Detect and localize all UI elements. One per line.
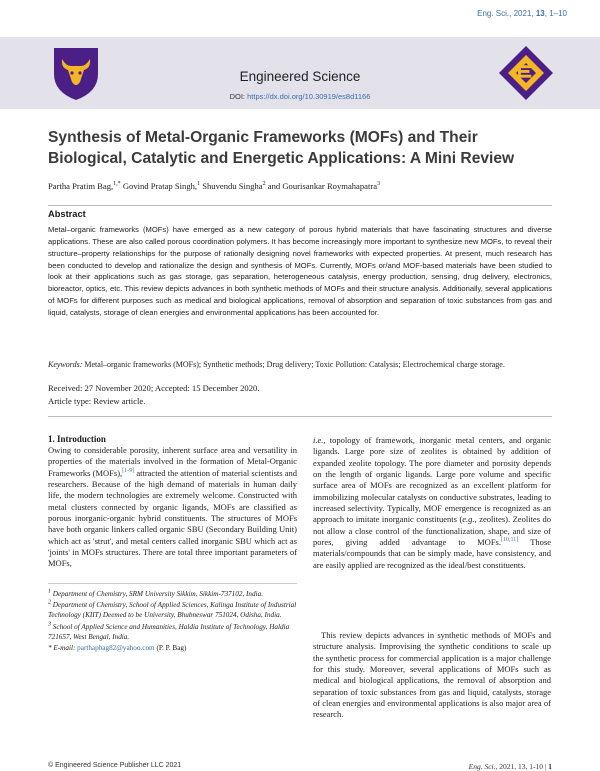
- intro-text-2a: , topology of framework, inorganic metal centers, and organic ligands. Large pore size of zeolites is obtained by addition of expanded zeolite topology. The pore diameter and porosity depends on the length of organic ligands. Large pore volume and specific surface area of MOFs are recognized as an excellent platform for immobilizing molecular catalysts on conductive substrates, leading to increased selectivity. Typically, MOF emergence is recognized as an approach to imitate inorganic constituents (: [313, 435, 551, 525]
- author-1: Partha Pratim Bag,: [48, 181, 114, 191]
- page-number: 1: [548, 762, 552, 771]
- author-2-affil: 1: [197, 181, 201, 188]
- footnote-text: Department of Chemistry, SRM University Sikkim, Sikkim-737102, India.: [51, 590, 263, 598]
- keywords-label: Keywords:: [48, 360, 83, 369]
- intro-column-1: [48, 445, 297, 570]
- footnote-text: Department of Chemistry, School of Applied Sciences, Kalinga Institute of Industrial Technology (KIIT) Deemed to be University, Bhubneswar 751024, Odisha, India.: [48, 601, 297, 620]
- footnote-text: School of Applied Science and Humanities, Haldia Institute of Technology, Haldia 721657, West Bengal, India.: [48, 622, 290, 641]
- intro-text-eg: e.g.: [462, 514, 475, 525]
- doi-link[interactable]: https://dx.doi.org/10.30919/es8d1166: [247, 92, 371, 101]
- author-list: [48, 181, 558, 191]
- email-footnote: [48, 643, 297, 653]
- footnote-3: [48, 622, 297, 642]
- keywords: [48, 360, 552, 370]
- footer-journal: Eng. Sci.,: [468, 762, 498, 771]
- author-2: Govind Pratap Singh,: [120, 181, 198, 191]
- intro-text-ie: i.e.: [313, 435, 324, 445]
- author-3: Shuvendu Singha: [200, 181, 263, 191]
- citation-pages: , 1–10: [544, 9, 567, 18]
- article-title: [48, 127, 558, 169]
- citation-volume: 13: [535, 9, 545, 18]
- section-heading-introduction: 1. Introduction: [48, 434, 106, 444]
- footnote-num: 2: [48, 599, 51, 606]
- title-line-1: Synthesis of Metal-Organic Frameworks (MOFs) and Their: [48, 129, 478, 146]
- intro-column-2: [313, 435, 551, 571]
- intro-text-1a: Owing to considerable porosity, inherent surface area and versatility in properties of the materials involved in the formation of Metal-Organic Frameworks (MOFs),: [48, 445, 297, 478]
- ref-link[interactable]: [1-9]: [122, 467, 135, 474]
- header-citation: [0, 9, 567, 18]
- article-type: Article type: Review article.: [48, 396, 146, 406]
- doi-label: DOI:: [229, 92, 248, 101]
- divider: [48, 416, 552, 417]
- author-1-affil: 1,*: [113, 181, 121, 188]
- footnotes: [48, 589, 297, 654]
- doi-line: [0, 92, 600, 101]
- footer-publisher: © Engineered Science Publisher LLC 2021: [48, 762, 182, 769]
- email-suffix: (P. P. Bag): [154, 644, 187, 653]
- received-dates: Received: 27 November 2020; Accepted: 15 December 2020.: [48, 383, 260, 393]
- journal-name: Engineered Science: [239, 69, 361, 84]
- abstract-heading: Abstract: [48, 209, 86, 219]
- abstract-body: Metal–organic frameworks (MOFs) have emerged as a new category of porous hybrid materials that have fascinating structures and diverse applications. These are also called porous coordination polymers. It has become increasingly more important to synthesize new MOFs, to reveal their structure–property relationships for the purpose of rationally designing novel frameworks with expected properties. At present, much research has been conducted to develop and rationalize the design and synthesis of MOFs. Currently, MOFs or/and MOF-based materials have been studied to look at their applications such as gas storage, gas separation, heterogeneous catalysis, energy production, sensing, drug delivery, electronics, bioreactor, optics, etc. This review depicts advances in both synthetic methods of MOFs and their structure analysis. Additionally, several applications of MOFs for different purposes such as medical and biological applications, removal of absorption and separation of toxic substances from gas and liquid, catalysts, storage of clean energies and environmental applications has been accounted for.: [48, 225, 552, 317]
- intro-paragraph-2: This review depicts advances in synthetic methods of MOFs and structure analysis. Improvising the synthetic conditions to scale up the synthetic process for commercial application is a major challenge for this study. Moreover, several applications of MOFs such as medical and biological applications, the removal of absorption and separation of toxic substances from gas and liquid, catalysts, storage of clean energies and environmental applications is also major area of research.: [313, 630, 551, 720]
- author-4: and Gourisankar Roymahapatra: [265, 181, 378, 191]
- author-3-affil: 2: [262, 181, 266, 188]
- email-link[interactable]: parthapbag82@yahoo.com: [77, 644, 155, 653]
- author-4-affil: 3: [377, 181, 381, 188]
- footer-citation: [469, 762, 552, 771]
- footnote-num: 3: [48, 621, 51, 628]
- intro-text-1b: attracted the attention of material scientists and researchers. Because of the high demand of materials in human daily life, the modern technologies are extremely welcome. Constructed with metal clusters connected by organic ligands, MOFs are classified as porous inorganic-organic hybrid constituents. The structures of MOFs have both organic linkers called organic SBU (Secondary Building Unit) which act as 'strut', and metal centers called inorganic SBU which act as 'joints' in MOFs structures. There are total three important parameters of MOFs,: [48, 467, 297, 569]
- footnote-2: [48, 600, 297, 620]
- email-label: * E-mail:: [48, 644, 78, 653]
- citation-year: 2021,: [511, 9, 536, 18]
- footer-volume: 2021, 13, 1-10 |: [497, 762, 549, 771]
- intro-text-2b: , zeolites). Zeolites do not allow a close control of the functionalization, shape, and size of pores, giving added advantage to MOFs.: [313, 514, 552, 548]
- intro-text-2c: Those materials/compounds that can be simply made, have consistency, and are easily applied are recognized as the ideal/best constituents.: [313, 537, 551, 570]
- divider: [48, 205, 552, 206]
- footnote-divider: [48, 583, 297, 584]
- keywords-text: Metal–organic frameworks (MOFs); Synthetic methods; Drug delivery; Toxic Pollution: Catalysis; Electrochemical charge storage.: [82, 360, 505, 369]
- title-line-2: Biological, Catalytic and Energetic Applications: A Mini Review: [48, 150, 515, 167]
- ref-link[interactable]: [10,11]: [500, 537, 519, 544]
- footnote-1: [48, 589, 297, 599]
- footnote-num: 1: [48, 588, 51, 595]
- citation-prefix: Eng. Sci.,: [477, 9, 512, 18]
